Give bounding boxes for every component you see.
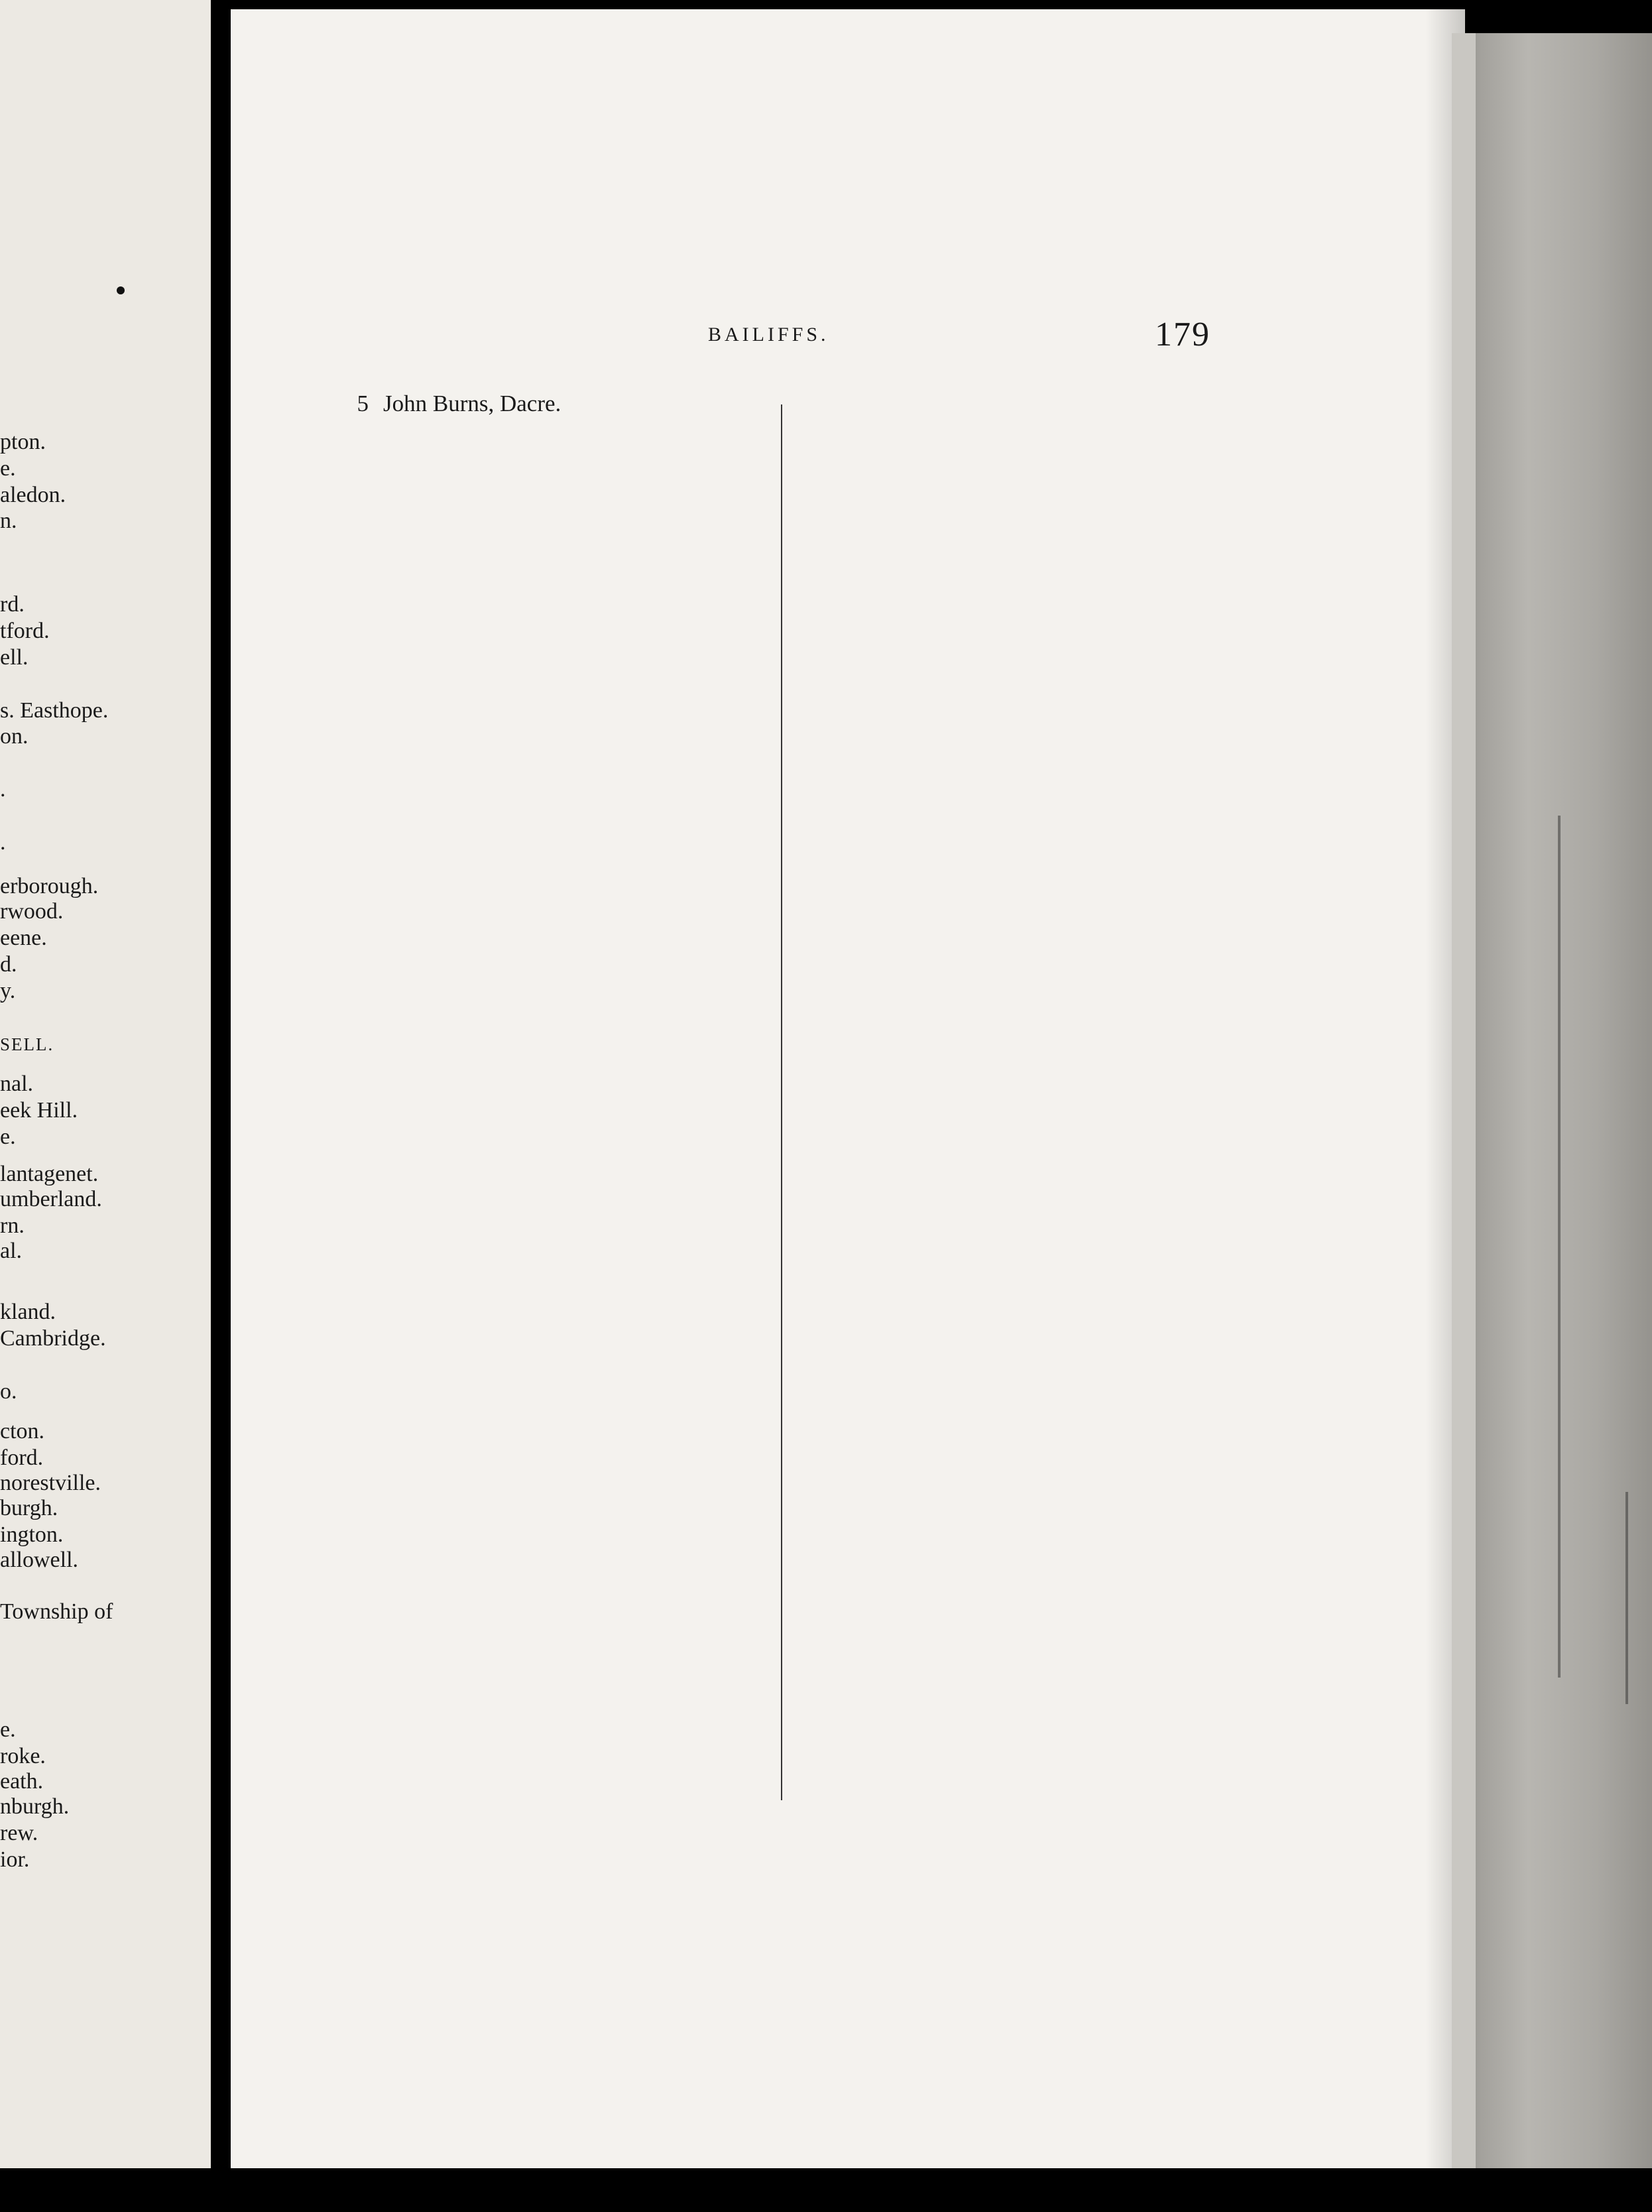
edge-strip xyxy=(1452,33,1476,2168)
left-page-text-fragment: rwood. xyxy=(0,899,64,924)
left-page-text-fragment: umberland. xyxy=(0,1187,102,1211)
left-page-text-fragment: d. xyxy=(0,952,17,977)
left-page-text-fragment: al. xyxy=(0,1239,23,1263)
left-page-text-fragment: s. Easthope. xyxy=(0,698,109,723)
left-page-text-fragment: Township of xyxy=(0,1599,113,1624)
left-page-text-fragment: ford. xyxy=(0,1445,44,1470)
left-page-text-fragment: nal. xyxy=(0,1072,34,1096)
left-page-text-fragment: . xyxy=(0,830,6,855)
book-page xyxy=(231,9,1465,2168)
left-page-text-fragment: ington. xyxy=(0,1522,64,1547)
column-divider xyxy=(781,404,782,1800)
left-page-text-fragment: erborough. xyxy=(0,874,99,898)
entry-number: 5 xyxy=(357,391,369,416)
left-page-text-fragment: rd. xyxy=(0,592,25,617)
left-page-text-fragment: e. xyxy=(0,1125,16,1149)
left-page-fragment xyxy=(0,0,211,2168)
left-page-text-fragment: burgh. xyxy=(0,1496,58,1520)
left-page-text-fragment: roke. xyxy=(0,1744,46,1768)
left-page-text-fragment: nburgh. xyxy=(0,1794,70,1819)
left-page-text-fragment: pton. xyxy=(0,430,46,454)
edge-line xyxy=(1558,816,1561,1678)
ink-dot xyxy=(117,286,125,294)
left-page-text-fragment: ell. xyxy=(0,645,29,670)
page-gutter xyxy=(211,0,231,2212)
running-header: BAILIFFS. xyxy=(708,324,829,345)
left-page-text-fragment: e. xyxy=(0,1717,16,1742)
left-page-text-fragment: e. xyxy=(0,456,16,481)
left-page-text-fragment: tford. xyxy=(0,619,50,643)
left-page-text-fragment: . xyxy=(0,777,6,802)
left-page-text-fragment: ior. xyxy=(0,1847,30,1872)
left-page-text-fragment: SELL. xyxy=(0,1034,54,1054)
left-page-text-fragment: rn. xyxy=(0,1213,25,1238)
left-page-text-fragment: aledon. xyxy=(0,483,66,507)
left-page-text-fragment: norestville. xyxy=(0,1471,101,1495)
left-page-text-fragment: cton. xyxy=(0,1419,45,1444)
page-number: 179 xyxy=(1155,316,1210,353)
left-page-text-fragment: on. xyxy=(0,724,29,749)
book-edge xyxy=(1452,33,1652,2168)
edge-line xyxy=(1625,1492,1628,1704)
left-page-text-fragment: rew. xyxy=(0,1821,38,1845)
left-page-text-fragment: eek Hill. xyxy=(0,1098,78,1123)
left-page-text-fragment: o. xyxy=(0,1379,17,1404)
left-page-text-fragment: Cambridge. xyxy=(0,1326,106,1351)
left-page-text-fragment: eene. xyxy=(0,926,47,950)
left-page-text-fragment: kland. xyxy=(0,1300,56,1324)
bailiff-entry: John Burns, Dacre. xyxy=(383,391,561,416)
left-page-text-fragment: eath. xyxy=(0,1769,44,1794)
left-page-text-fragment: y. xyxy=(0,979,16,1003)
left-page-text-fragment: lantagenet. xyxy=(0,1162,99,1186)
left-page-text-fragment: n. xyxy=(0,509,17,533)
left-page-text-fragment: allowell. xyxy=(0,1548,79,1572)
